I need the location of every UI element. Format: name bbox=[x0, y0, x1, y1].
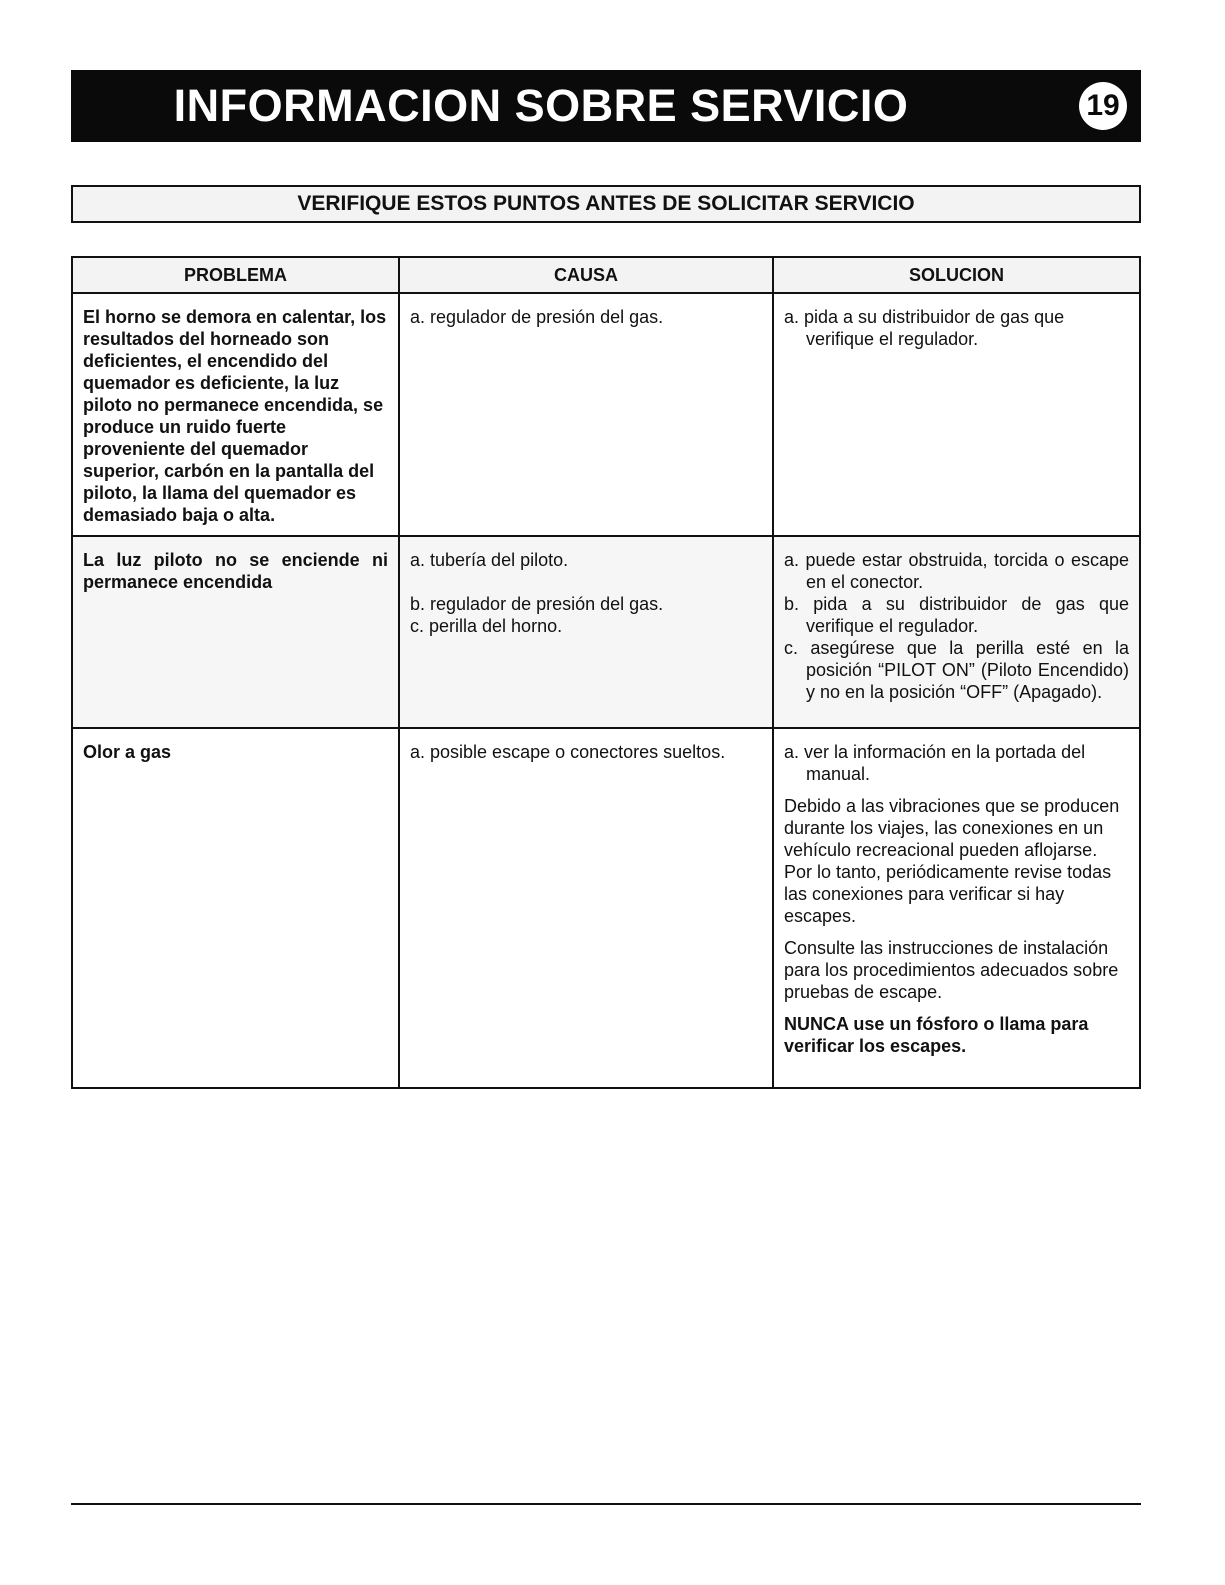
cause-item: a. regulador de presión del gas. bbox=[410, 307, 664, 327]
solution-cell bbox=[773, 293, 1140, 536]
solution-item: a. puede estar obstruida, torcida o escape en el conector. bbox=[784, 550, 1129, 592]
problem-cell: El horno se demora en calentar, los resultados del horneado son deficientes, el encendido del quemador es deficiente, la luz piloto no permanece encendida, se produce un ruido fuerte proveniente del quemador superior, carbón en la pantalla del piloto, la llama del quemador es demasiado baja o alta. bbox=[72, 293, 399, 536]
header-bar bbox=[71, 70, 1141, 142]
cause-cell bbox=[399, 728, 773, 1088]
problem-cell: La luz piloto no se enciende ni permanece encendida bbox=[72, 536, 399, 728]
page-title: INFORMACION SOBRE SERVICIO bbox=[173, 80, 909, 131]
page-number-badge: 19 bbox=[1079, 82, 1127, 130]
solution-cell bbox=[773, 728, 1140, 1088]
problem-cell: Olor a gas bbox=[72, 728, 399, 1088]
warning-text: NUNCA use un fósforo o llama para verificar los escapes. bbox=[784, 1014, 1089, 1056]
table-header-row bbox=[72, 257, 1140, 293]
table-row bbox=[72, 728, 1140, 1088]
table-row bbox=[72, 293, 1140, 536]
solution-item: b. pida a su distribuidor de gas que verifique el regulador. bbox=[784, 594, 1129, 636]
cause-item: b. regulador de presión del gas. bbox=[410, 594, 664, 614]
troubleshooting-table bbox=[71, 256, 1141, 1089]
cause-item: a. tubería del piloto. bbox=[410, 550, 569, 570]
cause-cell bbox=[399, 293, 773, 536]
solution-item: a. pida a su distribuidor de gas que verifique el regulador. bbox=[784, 307, 1065, 349]
solution-cell bbox=[773, 536, 1140, 728]
column-header-cause: CAUSA bbox=[399, 257, 773, 293]
solution-item: a. ver la información en la portada del manual. bbox=[784, 742, 1086, 784]
cause-item: c. perilla del horno. bbox=[410, 616, 563, 636]
section-subtitle: VERIFIQUE ESTOS PUNTOS ANTES DE SOLICITAR SERVICIO bbox=[71, 185, 1141, 223]
column-header-problem: PROBLEMA bbox=[72, 257, 399, 293]
cause-item: a. posible escape o conectores sueltos. bbox=[410, 742, 726, 762]
solution-paragraph: Debido a las vibraciones que se producen durante los viajes, las conexiones en un vehículo recreacional pueden aflojarse. Por lo tanto, periódicamente revise todas las conexiones para verificar si hay escapes. bbox=[784, 796, 1120, 926]
solution-paragraph: Consulte las instrucciones de instalación para los procedimientos adecuados sobre pruebas de escape. bbox=[784, 938, 1119, 1002]
column-header-solution: SOLUCION bbox=[773, 257, 1140, 293]
cause-cell bbox=[399, 536, 773, 728]
solution-item: c. asegúrese que la perilla esté en la posición “PILOT ON” (Piloto Encendido) y no en la posición “OFF” (Apagado). bbox=[784, 638, 1129, 702]
footer-divider bbox=[71, 1503, 1141, 1505]
table-row bbox=[72, 536, 1140, 728]
